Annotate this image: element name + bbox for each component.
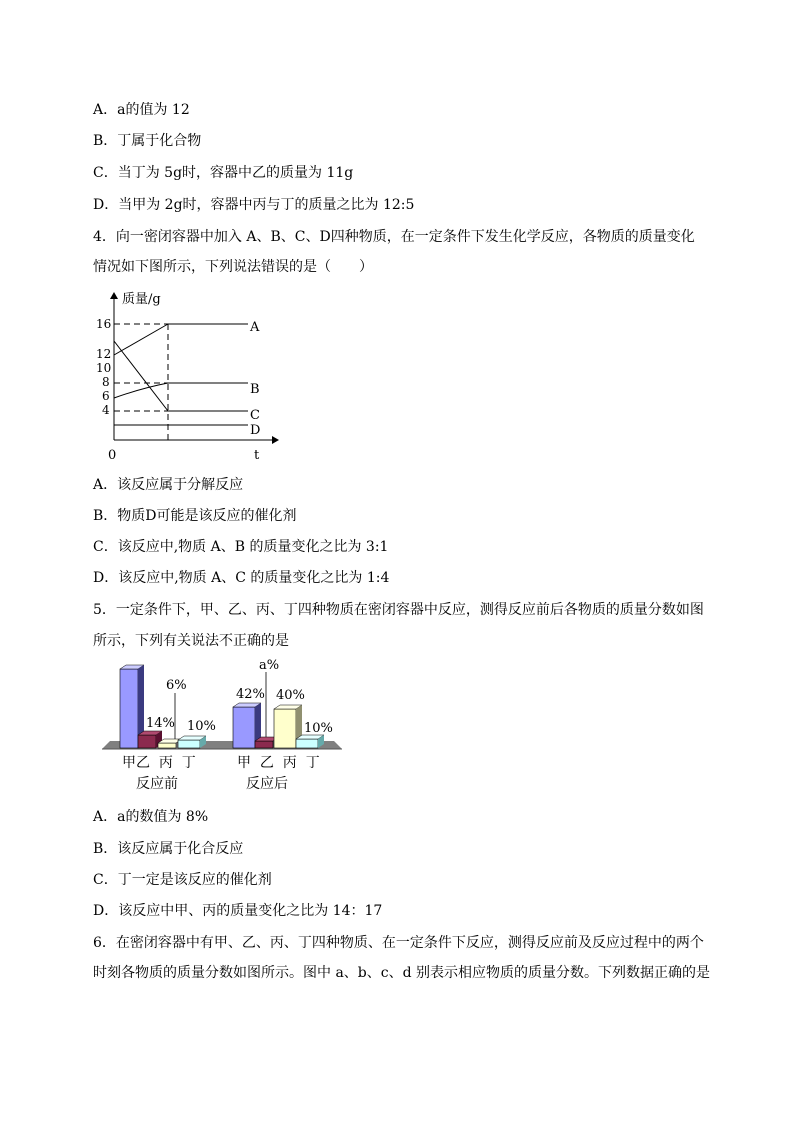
q6-stem-line1: 6．在密闭容器中有甲、乙、丙、丁四种物质、在一定条件下反应，测得反应前及反应过程中的两个 [93, 935, 704, 951]
q5-stem-line2: 所示，下列有关说法不正确的是 [93, 633, 289, 649]
bar-before-ding [178, 736, 206, 748]
q3-option-d: D．当甲为 2g时，容器中丙与丁的质量之比为 12:5 [93, 197, 415, 213]
ytick-10: 10 [96, 361, 112, 375]
cats-before: 甲乙 丙 丁 [122, 755, 196, 771]
label-before-bing: 6% [166, 678, 187, 693]
label-after-yi: a% [259, 658, 280, 673]
ytick-16: 16 [96, 317, 112, 331]
series-d-label: D [250, 423, 261, 438]
q5-option-c: C．丁一定是该反应的催化剂 [93, 872, 272, 888]
label-after-ding: 10% [304, 721, 333, 736]
series-c-fall [114, 341, 168, 411]
q4-option-a: A．该反应属于分解反应 [93, 477, 244, 493]
series-a-label: A [250, 320, 260, 335]
group-label-after: 反应后 [246, 776, 288, 792]
q4-option-c: C．该反应中,物质 A、B 的质量变化之比为 3:1 [93, 539, 389, 555]
q5-option-d: D．该反应中甲、丙的质量变化之比为 14：17 [93, 903, 383, 919]
q5-option-b: B．该反应属于化合反应 [93, 841, 244, 857]
series-b-label: B [250, 382, 260, 397]
series-b-rise [114, 383, 168, 398]
q4-mass-time-graph [90, 285, 290, 465]
label-after-bing: 40% [276, 688, 305, 703]
cats-after: 甲 乙 丙 丁 [237, 755, 320, 771]
ytick-12: 12 [96, 347, 112, 361]
q4-stem-line1: 4．向一密闭容器中加入 A、B、C、D四种物质，在一定条件下发生化学反应，各物质的质量变化 [93, 229, 695, 245]
q4-stem-line2: 情况如下图所示，下列说法错误的是（ ） [93, 259, 373, 275]
q4-option-d: D．该反应中,物质 A、C 的质量变化之比为 1:4 [93, 570, 390, 586]
ytick-8: 8 [102, 375, 110, 389]
bar-after-ding [296, 735, 324, 748]
q5-option-a: A．a的数值为 8% [93, 809, 209, 825]
ytick-4: 4 [102, 403, 110, 417]
origin-label: 0 [108, 448, 117, 463]
x-axis-label: t [254, 448, 260, 463]
series-c-label: C [250, 408, 260, 423]
y-axis-label: 质量/g [122, 292, 161, 307]
q4-option-b: B．物质D可能是该反应的催化剂 [93, 508, 297, 524]
q5-stem-line1: 5．一定条件下，甲、乙、丙、丁四种物质在密闭容器中反应，测得反应前后各物质的质量分数如图 [93, 602, 704, 618]
series-a-rise [114, 324, 168, 355]
label-before-yi: 14% [146, 716, 175, 731]
q3-option-a: A．a的值为 12 [93, 102, 190, 118]
q6-stem-line2: 时刻各物质的质量分数如图所示。图中 a、b、c、d 别表示相应物质的质量分数。下列数据正确的是 [93, 965, 711, 981]
q3-option-b: B．丁属于化合物 [93, 133, 202, 149]
q5-bar-chart [96, 655, 351, 800]
q3-option-c: C．当丁为 5g时，容器中乙的质量为 11g [93, 165, 354, 181]
label-after-jia: 42% [236, 687, 265, 702]
label-before-ding: 10% [187, 719, 216, 734]
ytick-6: 6 [102, 389, 110, 403]
group-label-before: 反应前 [136, 776, 178, 792]
